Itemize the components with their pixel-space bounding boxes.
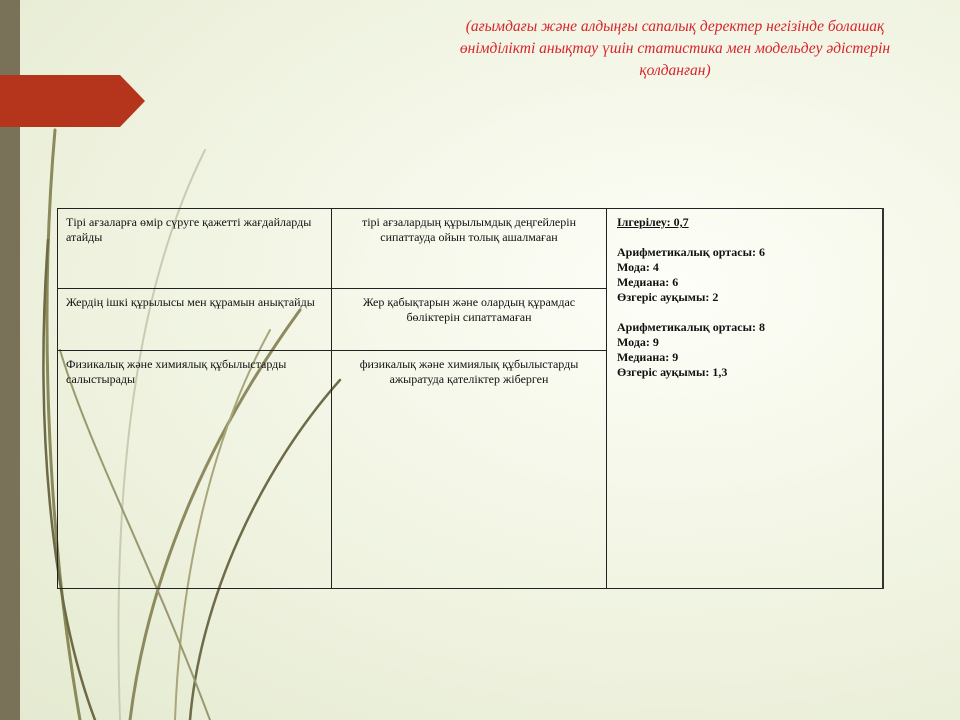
statistics-cell [607,209,883,589]
assessment-table [57,208,884,589]
feedback-cell: тірі ағзалардың құрылымдық деңгейлерін сипаттауда ойын толық ашалмаған [332,209,607,289]
group1-mean: Арифметикалық ортасы: 6 [617,245,765,259]
group1-range: Өзгеріс ауқымы: 2 [617,290,719,304]
group2-mode: Мода: 9 [617,335,659,349]
group2-range: Өзгеріс ауқымы: 1,3 [617,365,728,379]
criterion-cell: Жердің ішкі құрылысы мен құрамын анықтайды [58,289,332,351]
group1-median: Медиана: 6 [617,275,679,289]
slide-subtitle: (ағымдағы және алдыңғы сапалық деректер негізінде болашақ өнімділікті анықтау үшін статистика мен модельдеу әдістерін қолданған) [459,18,891,79]
spacer [617,305,874,320]
spacer [617,230,874,245]
group2-median: Медиана: 9 [617,350,679,364]
table-row [58,209,883,289]
feedback-cell: Жер қабықтарын және олардың құрамдас бөліктерін сипаттамаған [332,289,607,351]
group2-mean: Арифметикалық ортасы: 8 [617,320,765,334]
criterion-cell: Тірі ағзаларға өмір сүруге қажетті жағдайларды атайды [58,209,332,289]
progress-value: Ілгерілеу: 0,7 [617,215,689,229]
arrow-tab-shape [0,75,145,127]
group1-mode: Мода: 4 [617,260,659,274]
feedback-cell: физикалық және химиялық құбылыстарды ажыратуда қателіктер жіберген [332,351,607,589]
criterion-cell: Физикалық және химиялық құбылыстарды салыстырады [58,351,332,589]
